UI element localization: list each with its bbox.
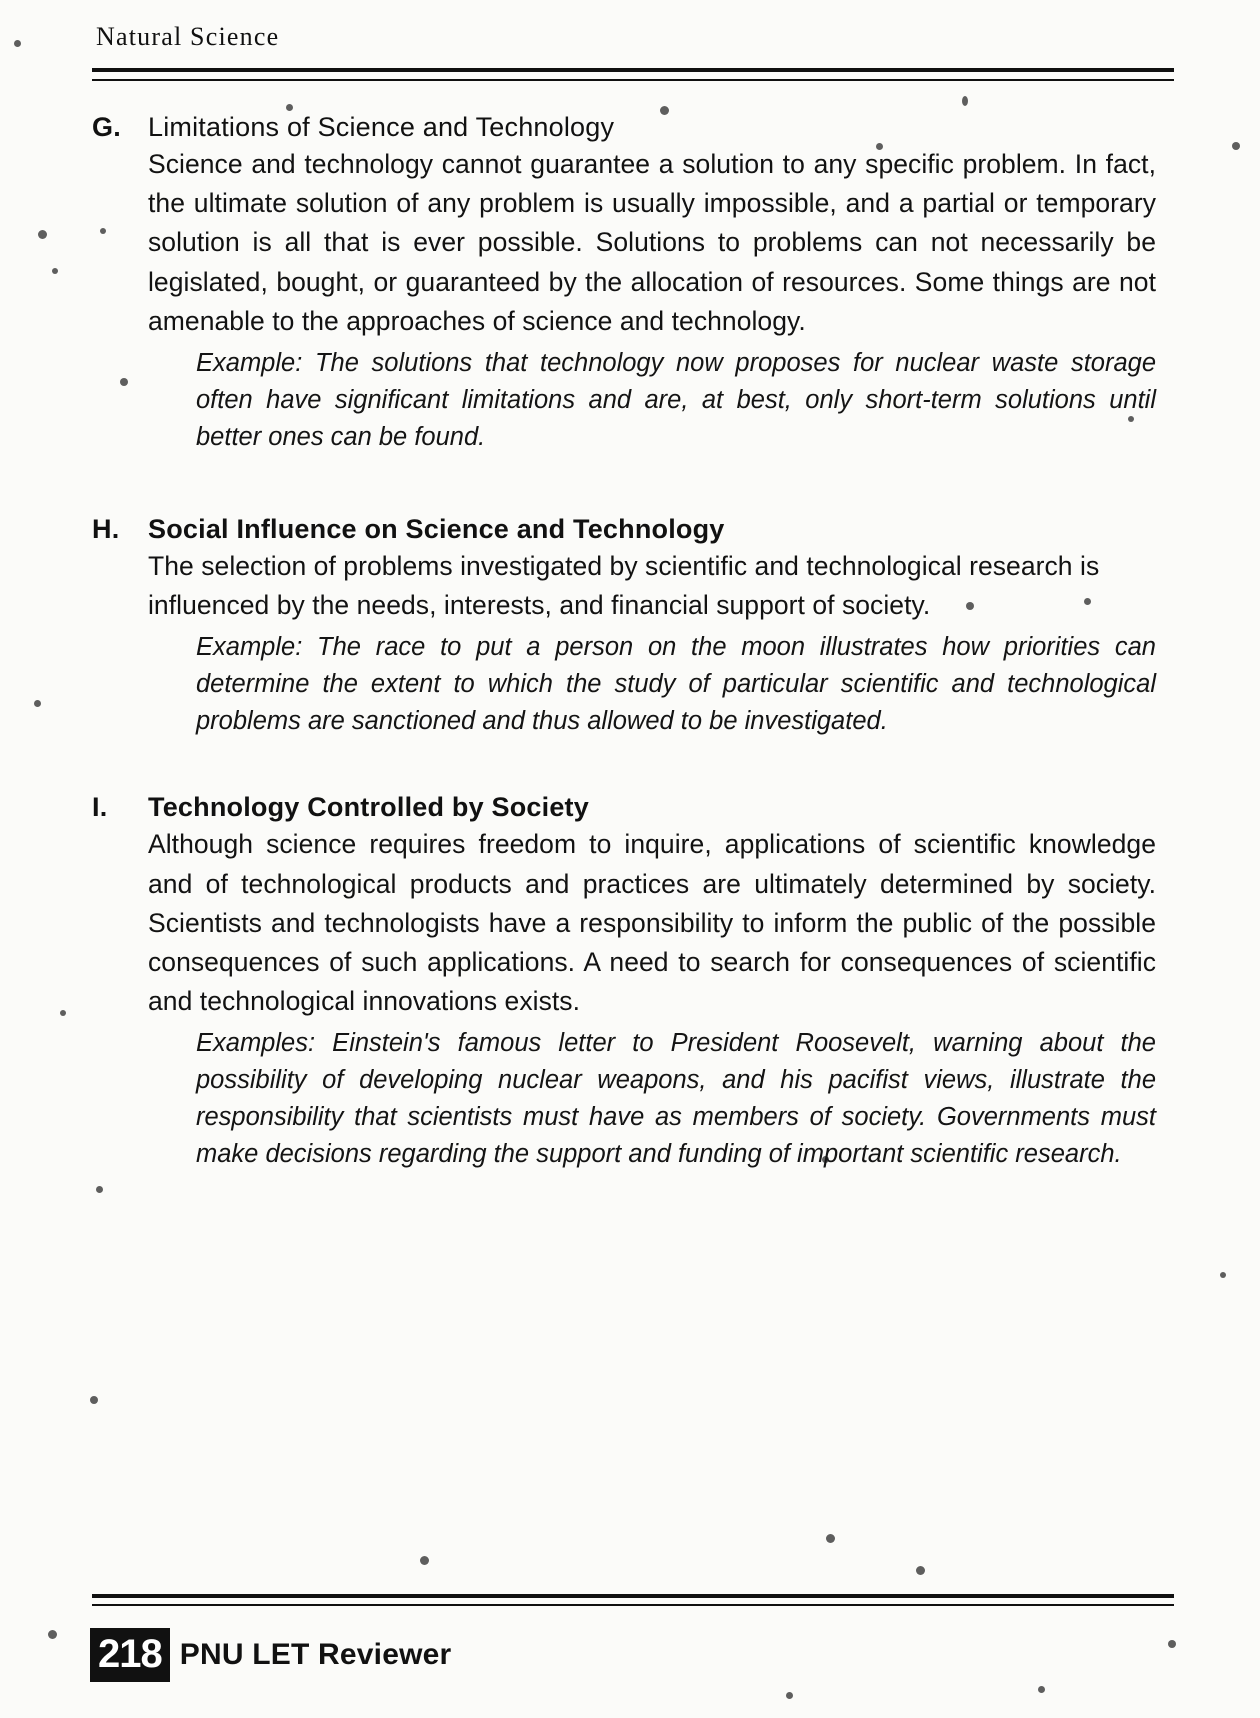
section-g-title: Limitations of Science and Technology <box>148 112 615 142</box>
scan-speck <box>38 230 47 239</box>
section-h-example: Example: The race to put a person on the moon illustrates how priorities can determine the extent to which the study of particular scientific and technological problems are sanctioned and thus allowed to be investigated. <box>196 633 1156 736</box>
scan-speck <box>96 1186 103 1193</box>
scan-speck <box>1038 1686 1045 1693</box>
page-number: 218 <box>90 1628 170 1682</box>
section-spacer <box>92 746 1156 792</box>
page-footer <box>90 1628 451 1682</box>
section-i-heading <box>92 792 1156 823</box>
scan-speck <box>60 1010 66 1016</box>
running-header-title: Natural Science <box>96 22 280 51</box>
section-h-heading <box>92 514 1156 545</box>
section-i-example: Examples: Einstein's famous letter to President Roosevelt, warning about the possibility of developing nuclear weapons, and his pacifist views, illustrate the responsibility that scientists must have as members of society. Governments must make decisions regarding the support and funding of important scientific research. <box>196 1029 1156 1169</box>
scan-speck <box>962 96 968 106</box>
section-h <box>92 514 1156 740</box>
scan-speck <box>786 1692 793 1699</box>
section-spacer <box>92 462 1156 514</box>
scan-speck <box>90 1396 98 1404</box>
section-g-example: Example: The solutions that technology now proposes for nuclear waste storage often have significant limitations and are, at best, only short-term solutions until better ones can be found. <box>196 349 1156 452</box>
scan-speck <box>826 1534 835 1543</box>
scan-speck <box>1168 1640 1176 1648</box>
running-header <box>96 22 1172 52</box>
book-title: PNU LET Reviewer <box>179 1638 452 1671</box>
section-g-body: Science and technology cannot guarantee a solution to any specific problem. In fact, the ultimate solution of any problem is usually impossible, and a partial or temporary solution is all that is ever possible. Solutions to problems can not necessarily be legislated, bought, or guaranteed by the allocation of resources. Some things are not amenable to the approaches of science and technology. <box>148 149 1156 336</box>
scan-speck <box>34 700 41 707</box>
section-i-title: Technology Controlled by Society <box>148 792 589 823</box>
section-h-body: The selection of problems investigated by scientific and technological research is influenced by the needs, interests, and financial support of society. <box>148 551 1100 621</box>
footer-divider <box>92 1594 1174 1606</box>
scan-speck <box>916 1566 925 1575</box>
section-h-letter: H. <box>92 514 120 544</box>
scan-speck <box>48 1630 57 1639</box>
section-h-title: Social Influence on Science and Technology <box>148 514 725 544</box>
page-content <box>92 112 1156 1179</box>
scan-speck <box>420 1556 429 1565</box>
scan-speck <box>52 268 58 274</box>
scan-speck <box>14 40 21 47</box>
scan-speck <box>1220 1272 1226 1278</box>
section-i <box>92 792 1156 1173</box>
section-g <box>92 112 1156 456</box>
header-divider <box>92 68 1174 81</box>
scan-speck <box>1232 142 1240 150</box>
section-g-letter: G. <box>92 112 122 142</box>
scan-speck <box>286 104 293 111</box>
section-g-heading <box>92 112 1156 143</box>
section-i-body: Although science requires freedom to inquire, applications of scientific knowledge and of technological products and practices are ultimately determined by society. Scientists and technologists have a responsibility to inform the public of the possible consequences of such applications. A need to search for consequences of scientific and technological innovations exists. <box>148 829 1156 1017</box>
section-i-letter: I. <box>92 792 108 823</box>
